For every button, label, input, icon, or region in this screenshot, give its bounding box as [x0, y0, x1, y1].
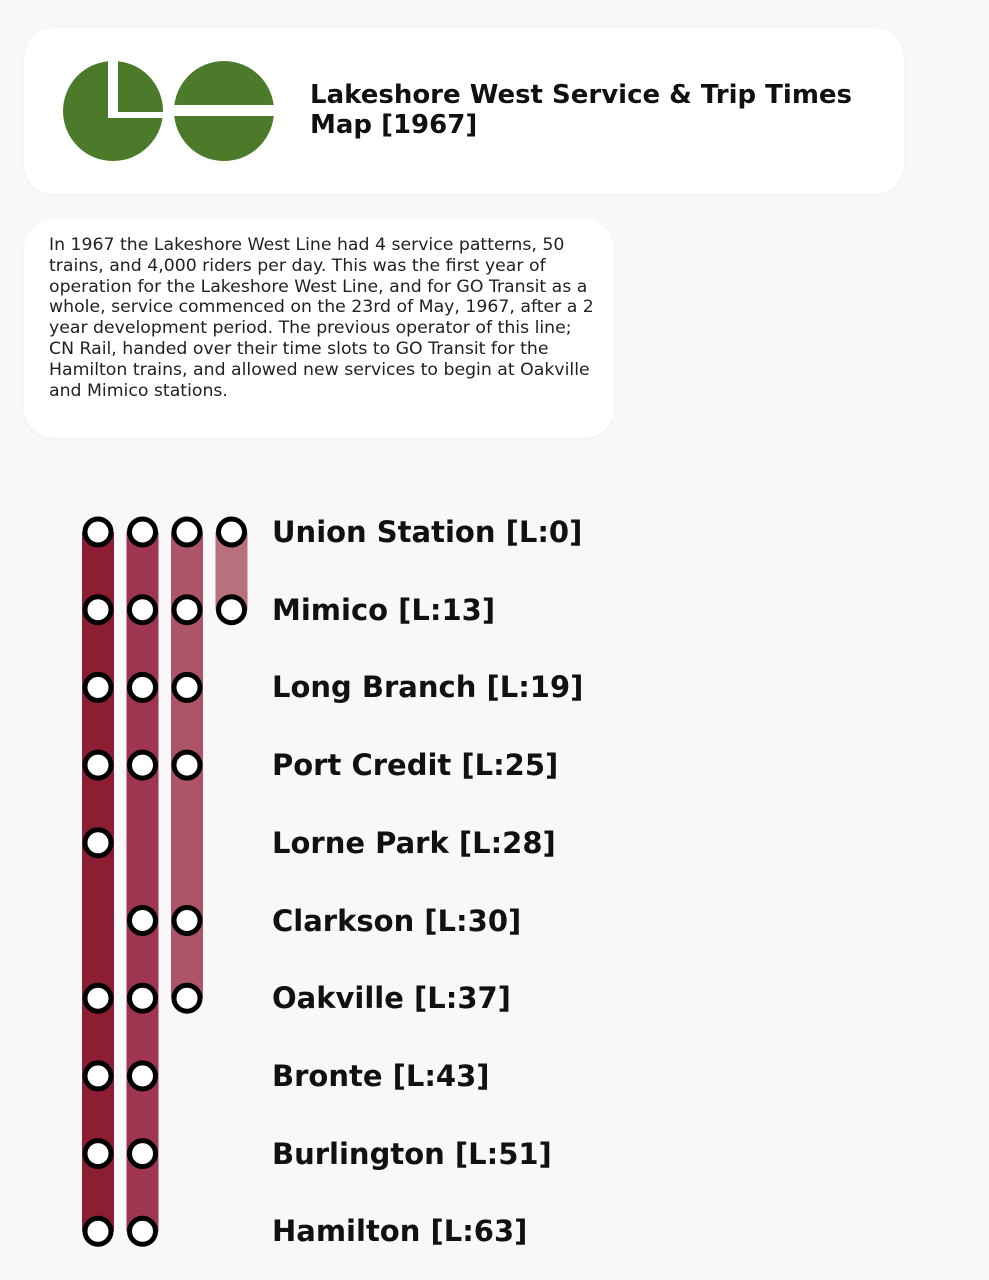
station-label: Lorne Park [L:28] — [272, 825, 556, 860]
stop-marker — [174, 752, 200, 778]
station-label: Mimico [L:13] — [272, 592, 496, 627]
stop-marker — [130, 597, 156, 623]
stop-marker — [85, 752, 111, 778]
info-card — [24, 219, 614, 438]
stop-marker — [219, 519, 245, 545]
stop-marker — [130, 985, 156, 1011]
stop-marker — [130, 1063, 156, 1089]
station-label: Clarkson [L:30] — [272, 903, 522, 938]
stop-marker — [174, 597, 200, 623]
page-title: Lakeshore West Service & Trip Times Map [1967] — [310, 80, 853, 140]
stop-marker — [85, 1063, 111, 1089]
stop-marker — [130, 519, 156, 545]
stop-marker — [85, 1218, 111, 1244]
stop-marker — [85, 597, 111, 623]
stop-marker — [174, 908, 200, 934]
station-label: Port Credit [L:25] — [272, 748, 559, 783]
station-label: Bronte [L:43] — [272, 1058, 490, 1093]
stop-marker — [130, 752, 156, 778]
stop-marker — [85, 830, 111, 856]
go-transit-logo — [63, 61, 274, 161]
stop-marker — [174, 519, 200, 545]
station-label: Union Station [L:0] — [272, 515, 583, 549]
info-description: In 1967 the Lakeshore West Line had 4 service patterns, 50 trains, and 4,000 riders per day. This was the first year of operation for the Lakeshore West Line, and for GO Transit as a whole, service commenced on the 23rd of May, 1967, after a 2 year development period. The previous operator of this line; CN Rail, handed over their time slots to GO Transit for the Hamilton trains, and allowed new services to begin at Oakville and Mimico stations. — [49, 235, 594, 401]
stop-marker — [174, 674, 200, 700]
route-map — [0, 480, 989, 1280]
station-label: Oakville [L:37] — [272, 981, 511, 1016]
stop-marker — [219, 597, 245, 623]
stop-marker — [85, 674, 111, 700]
station-label: Long Branch [L:19] — [272, 670, 584, 705]
stop-marker — [85, 985, 111, 1011]
header-card — [24, 28, 904, 194]
stop-marker — [85, 1141, 111, 1167]
stop-marker — [130, 674, 156, 700]
service-pattern-1-line — [82, 532, 114, 1231]
stop-marker — [130, 1141, 156, 1167]
stop-marker — [174, 985, 200, 1011]
stop-marker — [130, 1218, 156, 1244]
service-pattern-2-line — [127, 532, 159, 1231]
stop-marker — [85, 519, 111, 545]
station-label: Burlington [L:51] — [272, 1136, 552, 1171]
stop-marker — [130, 908, 156, 934]
station-label: Hamilton [L:63] — [272, 1214, 528, 1249]
